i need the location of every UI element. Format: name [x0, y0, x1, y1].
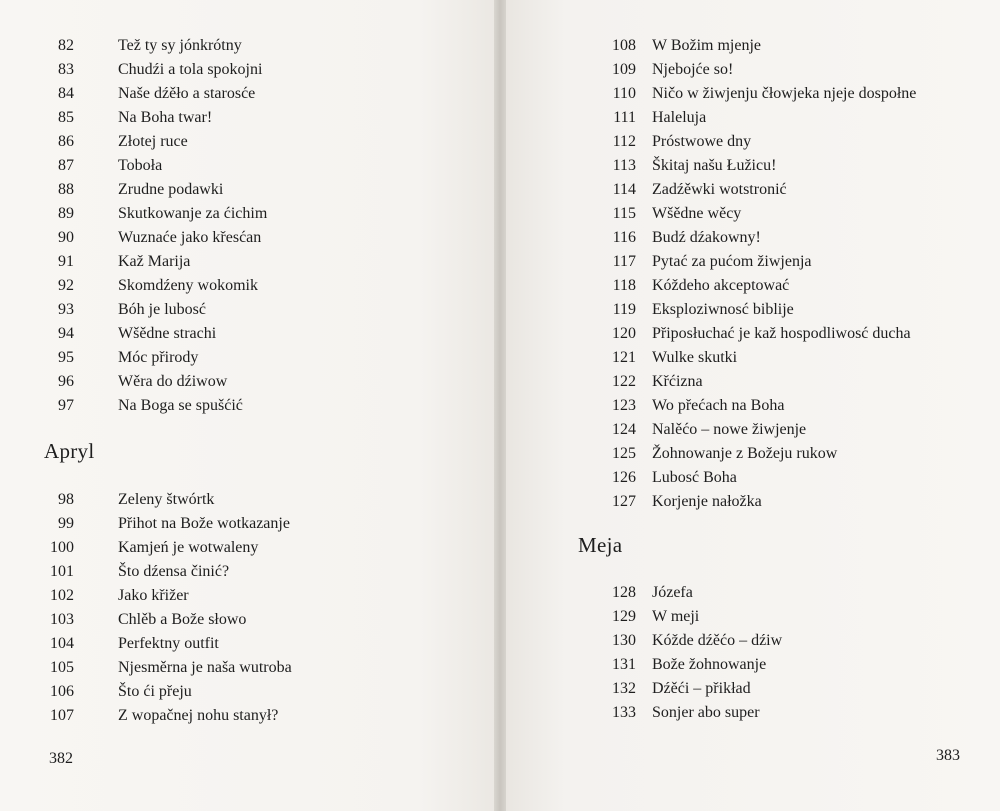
- toc-entry-number: 101: [50, 563, 74, 580]
- toc-entry-title: Připosłuchać je kaž hospodliwosć ducha: [652, 325, 911, 342]
- toc-entry-title: Korjenje nałožka: [652, 493, 762, 510]
- toc-entry-title: Pytać za pućom žiwjenja: [652, 253, 812, 270]
- toc-entry-number: 129: [612, 608, 636, 625]
- toc-entry-title: Kóždeho akceptować: [652, 277, 790, 294]
- toc-entry-title: Chudźi a tola spokojni: [118, 61, 263, 78]
- section-heading-meja: Meja: [578, 533, 623, 557]
- toc-entry-title: Chlěb a Bože słowo: [118, 611, 247, 628]
- toc-entry-title: Skutkowanje za ćichim: [118, 205, 268, 222]
- toc-entry-title: Złotej ruce: [118, 133, 188, 150]
- toc-entry-number: 82: [58, 37, 74, 54]
- toc-entry-title: Eksploziwnosć biblije: [652, 301, 794, 318]
- toc-entry-title: Na Boha twar!: [118, 109, 213, 126]
- toc-entry-number: 128: [612, 584, 636, 601]
- toc-entry-number: 99: [58, 515, 74, 532]
- toc-entry-title: Wuznaće jako křesćan: [118, 229, 262, 246]
- toc-entry-number: 96: [58, 373, 74, 390]
- toc-entry-title: W meji: [652, 608, 700, 625]
- toc-entry-number: 95: [58, 349, 74, 366]
- toc-entry-number: 127: [612, 493, 636, 510]
- toc-entry-title: Na Boga se spušćić: [118, 397, 243, 414]
- toc-entry-title: Naše dźěło a starosće: [118, 85, 256, 102]
- toc-entry-number: 126: [612, 469, 636, 486]
- page-number-right: 383: [936, 747, 960, 764]
- toc-entry-title: Žohnowanje z Božeju rukow: [652, 445, 838, 462]
- toc-entry-title: Wšědne strachi: [118, 325, 217, 342]
- toc-entry-title: Što ći přeju: [118, 683, 192, 700]
- toc-entry-number: 89: [58, 205, 74, 222]
- toc-entry-title: Što dźensa činić?: [118, 563, 230, 580]
- toc-entry-title: Kaž Marija: [118, 253, 191, 270]
- toc-entry-number: 117: [612, 253, 636, 270]
- toc-entry-number: 106: [50, 683, 74, 700]
- toc-entry-title: Próstwowe dny: [652, 133, 752, 150]
- toc-entry-number: 111: [613, 109, 636, 126]
- toc-entry-title: Wulke skutki: [652, 349, 738, 366]
- toc-entry-title: Ničo w žiwjenju čłowjeka njeje dospołne: [652, 85, 917, 102]
- toc-entry-title: Bože žohnowanje: [652, 656, 767, 673]
- toc-entry-number: 133: [612, 704, 636, 721]
- toc-entry-title: Zadźěwki wotstronić: [652, 181, 787, 198]
- toc-entry-number: 130: [612, 632, 636, 649]
- toc-entry-number: 125: [612, 445, 636, 462]
- toc-entry-title: Móc přirody: [118, 349, 199, 366]
- toc-entry-number: 85: [58, 109, 74, 126]
- page-number-left: 382: [49, 750, 73, 767]
- toc-entry-number: 123: [612, 397, 636, 414]
- toc-entry-number: 88: [58, 181, 74, 198]
- toc-entry-number: 92: [58, 277, 74, 294]
- toc-entry-number: 121: [612, 349, 636, 366]
- toc-entry-title: Škitaj našu Łužicu!: [652, 157, 777, 174]
- toc-entry-title: Jako křižer: [118, 587, 189, 604]
- toc-entry-number: 94: [58, 325, 74, 342]
- toc-entry-number: 103: [50, 611, 74, 628]
- toc-entry-title: Njebojće so!: [652, 61, 734, 78]
- toc-entry-number: 93: [58, 301, 74, 318]
- toc-entry-title: Tež ty sy jónkrótny: [118, 37, 242, 54]
- toc-entry-title: Njesměrna je naša wutroba: [118, 659, 292, 676]
- toc-entry-number: 83: [58, 61, 74, 78]
- toc-entry-title: Sonjer abo super: [652, 704, 760, 721]
- toc-entry-title: Z wopačnej nohu stanył?: [118, 707, 279, 724]
- toc-entry-title: Bóh je lubosć: [118, 301, 206, 318]
- toc-entry-number: 120: [612, 325, 636, 342]
- toc-entry-number: 109: [612, 61, 636, 78]
- right-page: [506, 0, 1000, 811]
- toc-entry-title: W Božim mjenje: [652, 37, 762, 54]
- toc-entry-number: 98: [58, 491, 74, 508]
- toc-entry-title: Kamjeń je wotwaleny: [118, 539, 259, 556]
- toc-entry-number: 97: [58, 397, 74, 414]
- toc-entry-number: 113: [612, 157, 636, 174]
- toc-entry-number: 122: [612, 373, 636, 390]
- toc-entry-title: Budź dźakowny!: [652, 229, 761, 246]
- left-page: [0, 0, 494, 811]
- toc-entry-title: Wšědne wěcy: [652, 205, 742, 222]
- toc-entry-title: Zrudne podawki: [118, 181, 224, 198]
- toc-entry-number: 115: [612, 205, 636, 222]
- toc-entry-title: Křćizna: [652, 373, 703, 390]
- toc-entry-number: 107: [50, 707, 74, 724]
- toc-entry-title: Přihot na Bože wotkazanje: [118, 515, 290, 532]
- toc-entry-title: Skomdźeny wokomik: [118, 277, 258, 294]
- toc-entry-number: 116: [612, 229, 636, 246]
- toc-entry-number: 118: [612, 277, 636, 294]
- toc-entry-number: 87: [58, 157, 74, 174]
- toc-entry-title: Lubosć Boha: [652, 469, 737, 486]
- toc-entry-number: 102: [50, 587, 74, 604]
- toc-entry-title: Kóžde dźěćo – dźiw: [652, 632, 783, 649]
- toc-entry-number: 132: [612, 680, 636, 697]
- toc-entry-number: 124: [612, 421, 636, 438]
- toc-entry-number: 86: [58, 133, 74, 150]
- toc-entry-title: Toboła: [118, 157, 163, 174]
- toc-entry-number: 104: [50, 635, 74, 652]
- toc-entry-title: Wo přećach na Boha: [652, 397, 785, 414]
- toc-entry-title: Nalěćo – nowe žiwjenje: [652, 421, 807, 438]
- toc-entry-title: Perfektny outfit: [118, 635, 219, 652]
- section-heading-apryl: Apryl: [44, 439, 95, 463]
- toc-entry-number: 110: [612, 85, 636, 102]
- toc-entry-title: Wěra do dźiwow: [118, 373, 228, 390]
- toc-entry-title: Haleluja: [652, 109, 707, 126]
- toc-entry-number: 90: [58, 229, 74, 246]
- toc-entry-number: 119: [612, 301, 636, 318]
- toc-entry-number: 91: [58, 253, 74, 270]
- toc-entry-number: 84: [58, 85, 74, 102]
- toc-entry-title: Zeleny štwórtk: [118, 491, 215, 508]
- toc-entry-number: 114: [612, 181, 636, 198]
- toc-entry-number: 131: [612, 656, 636, 673]
- toc-entry-number: 100: [50, 539, 74, 556]
- toc-entry-title: Józefa: [652, 584, 693, 601]
- book-gutter: [494, 0, 506, 811]
- toc-entry-number: 112: [612, 133, 636, 150]
- toc-entry-number: 108: [612, 37, 636, 54]
- toc-entry-title: Dźěći – přikład: [652, 680, 751, 697]
- toc-entry-number: 105: [50, 659, 74, 676]
